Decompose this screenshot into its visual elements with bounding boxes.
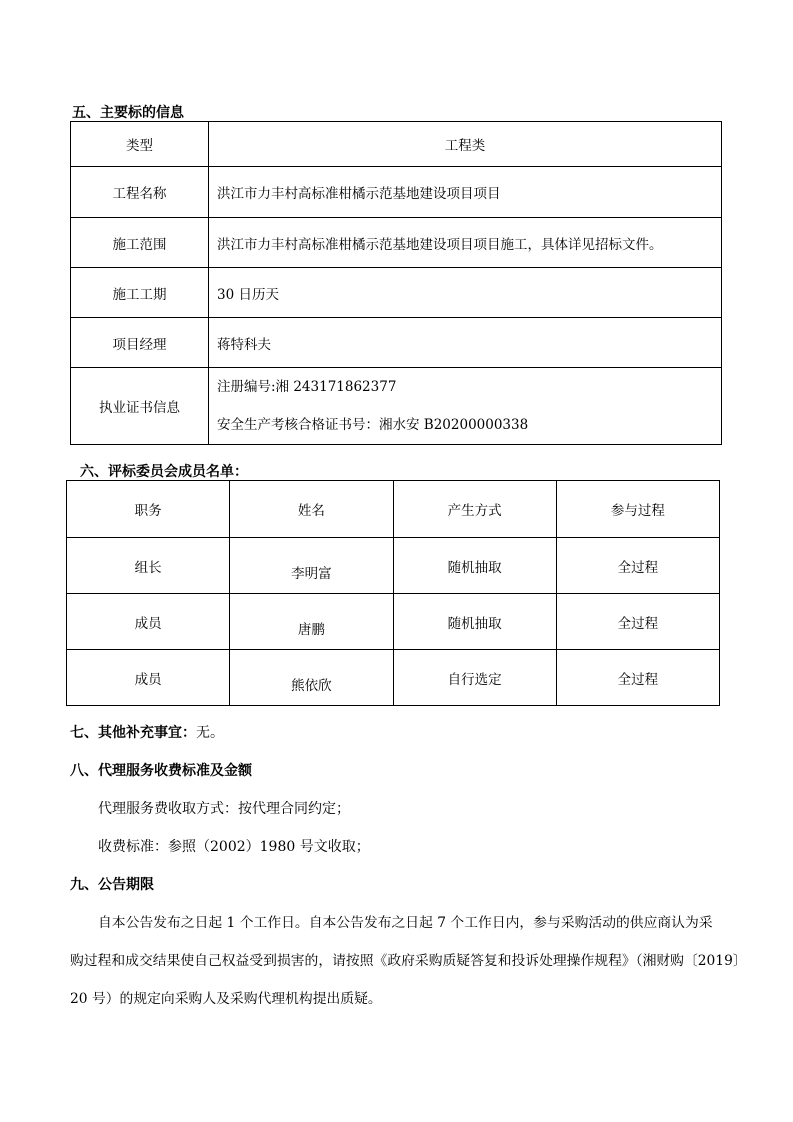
table-row	[67, 594, 720, 650]
table-row	[71, 218, 722, 268]
header-position: 职务	[67, 481, 230, 538]
header-method: 产生方式	[393, 481, 556, 538]
cell-position: 组长	[67, 538, 230, 594]
type-value: 工程类	[209, 122, 722, 167]
fee-method: 代理服务费收取方式：按代理合同约定；	[98, 801, 350, 817]
manager-label: 项目经理	[71, 318, 209, 368]
cert-label: 执业证书信息	[71, 368, 209, 445]
table-row	[67, 650, 720, 706]
scope-label: 施工范围	[71, 218, 209, 268]
section9-heading: 九、公告期限	[70, 877, 154, 893]
cert-value	[209, 368, 722, 445]
cell-position: 成员	[67, 594, 230, 650]
cert-line-1: 注册编号:湘 243171862377	[217, 379, 397, 395]
cell-method: 随机抽取	[393, 594, 556, 650]
section5-heading: 五、主要标的信息	[72, 105, 184, 121]
cell-participation: 全过程	[556, 538, 719, 594]
table-row	[67, 538, 720, 594]
header-participation: 参与过程	[556, 481, 719, 538]
cell-name: 李明富	[230, 538, 393, 594]
scope-value: 洪江市力丰村高标准柑橘示范基地建设项目项目施工，具体详见招标文件。	[209, 218, 722, 268]
cert-line-2: 安全生产考核合格证书号：湘水安 B20200000338	[217, 417, 529, 433]
cell-participation: 全过程	[556, 650, 719, 706]
notice-line-2: 购过程和成交结果使自己权益受到损害的，请按照《政府采购质疑答复和投诉处理操作规程》（湘财购〔2019〕	[70, 953, 747, 969]
project-name-value: 洪江市力丰村高标准柑橘示范基地建设项目项目	[209, 167, 722, 218]
duration-value: 30 日历天	[209, 268, 722, 318]
cell-method: 随机抽取	[393, 538, 556, 594]
bid-info-table	[70, 121, 722, 445]
fee-standard: 收费标准：参照（2002）1980 号文收取；	[98, 839, 370, 855]
cell-name: 熊依欣	[230, 650, 393, 706]
cell-position: 成员	[67, 650, 230, 706]
table-row	[71, 268, 722, 318]
type-label: 类型	[71, 122, 209, 167]
section7	[70, 722, 224, 742]
notice-line-3: 20 号）的规定向采购人及采购代理机构提出质疑。	[70, 991, 382, 1007]
table-row	[71, 318, 722, 368]
manager-value: 蒋特科夫	[209, 318, 722, 368]
notice-line-1: 自本公告发布之日起 1 个工作日。自本公告发布之日起 7 个工作日内，参与采购活动的供应商认为采	[98, 915, 713, 931]
cell-method: 自行选定	[393, 650, 556, 706]
project-name-label: 工程名称	[71, 167, 209, 218]
section8-heading: 八、代理服务收费标准及金额	[70, 763, 252, 779]
committee-table	[66, 480, 720, 706]
table-row	[71, 368, 722, 445]
section6-heading: 六、评标委员会成员名单：	[80, 464, 248, 480]
header-name: 姓名	[230, 481, 393, 538]
cell-participation: 全过程	[556, 594, 719, 650]
cell-name: 唐鹏	[230, 594, 393, 650]
duration-label: 施工工期	[71, 268, 209, 318]
table-header-row	[67, 481, 720, 538]
table-row	[71, 122, 722, 167]
section7-text: 无。	[196, 725, 224, 741]
table-row	[71, 167, 722, 218]
section7-heading: 七、其他补充事宜：	[70, 725, 196, 741]
